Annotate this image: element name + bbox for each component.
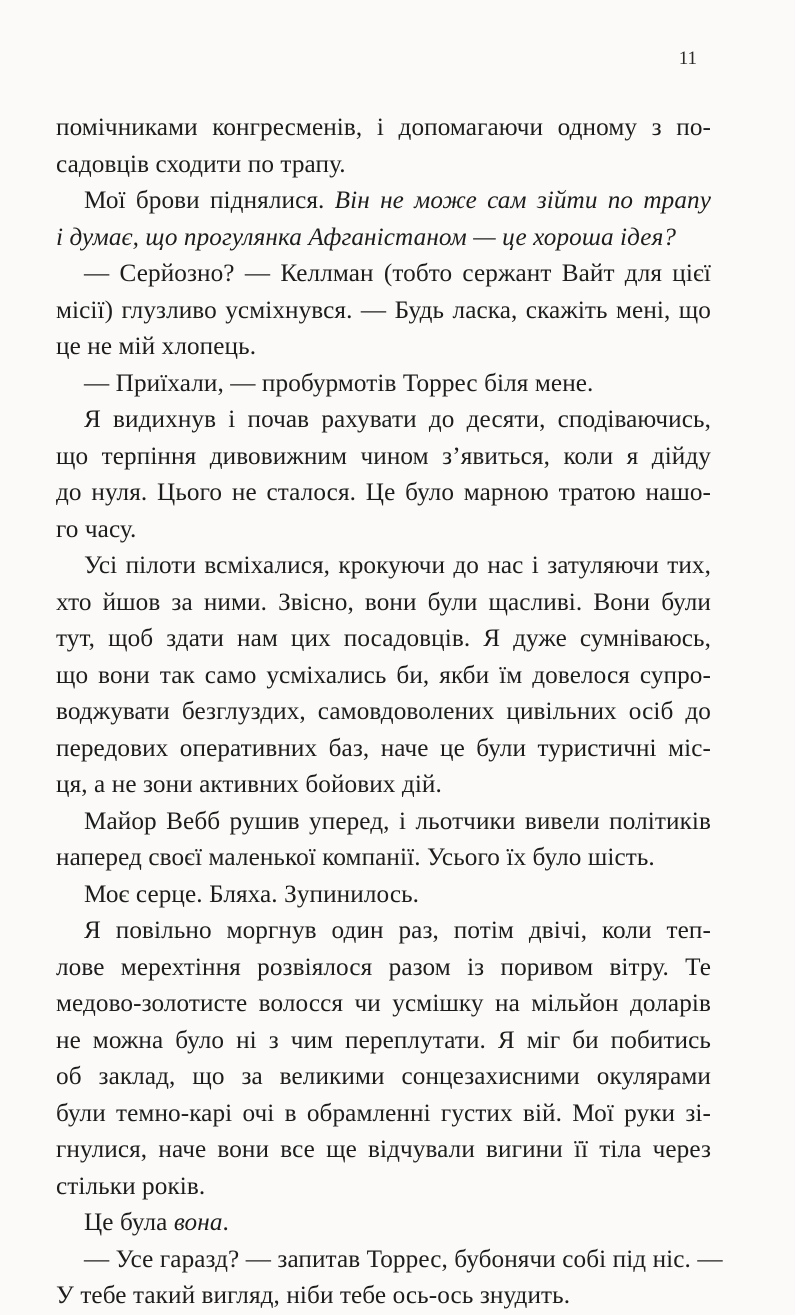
text-run: У тебе такий вигляд, ніби тебе ось-ось знудить.: [56, 1282, 571, 1309]
text-run: Мої брови піднялися.: [84, 187, 335, 214]
text-run: що вони так само усміхались би, якби їм довелося супро-: [56, 661, 711, 689]
text-line: [56, 658, 711, 695]
text-line: [56, 694, 711, 731]
text-run: Я видихнув і почав рахувати до десяти, сподіваючись,: [84, 406, 711, 433]
text-line: [56, 220, 711, 257]
text-run: Моє серце. Бляха. Зупинилось.: [84, 880, 420, 908]
text-line: [56, 548, 711, 585]
text-line: [56, 256, 711, 293]
text-run: Майор Вебб рушив уперед, і льотчики вивели політиків: [84, 807, 711, 835]
text-line: [56, 621, 711, 658]
text-line: [56, 1242, 723, 1279]
text-run: ця, а не зони активних бойових дій.: [56, 771, 442, 798]
text-line: [56, 1278, 711, 1315]
text-run: .: [222, 1209, 229, 1236]
text-line: [56, 731, 711, 768]
text-line: [56, 329, 711, 366]
text-line: [56, 986, 711, 1023]
text-line: [56, 402, 711, 439]
text-run: місії) глузливо усміхнувся. — Будь ласка, скажіть мені, що: [56, 296, 711, 324]
text-run: наперед своєї маленької компанії. Усього їх було шість.: [56, 844, 655, 871]
text-line: [56, 366, 711, 403]
text-line: [56, 183, 711, 220]
text-line: [56, 877, 711, 914]
text-run: це не мій хлопець.: [56, 333, 257, 360]
text-run: гнулися, наче вони все ще відчували вигини її тіла через: [56, 1136, 711, 1163]
text-line: [56, 1023, 711, 1060]
text-line: [56, 1205, 711, 1242]
text-run: садовців сходити по трапу.: [56, 150, 346, 178]
text-run: хто йшов за ними. Звісно, вони були щасливі. Вони були: [56, 588, 711, 616]
text-line: [56, 767, 711, 804]
text-line: [56, 512, 711, 549]
text-run: Я повільно моргнув один раз, потім двічі, коли теп-: [84, 917, 711, 944]
text-line: [56, 804, 711, 841]
text-line: [56, 110, 711, 147]
text-line: [56, 147, 711, 184]
text-run: Усі пілоти всміхалися, крокуючи до нас і затуляючи тих,: [84, 552, 711, 579]
text-run: — Серйозно? — Келлман (тобто сержант Вайт для цієї: [84, 260, 711, 287]
text-run: помічниками конгресменів, і допомагаючи одному з по-: [56, 114, 711, 141]
text-run: — Приїхали, — пробурмотів Торрес біля мене.: [84, 369, 594, 397]
text-run: воджувати безглуздих, самовдоволених цивільних осіб до: [56, 698, 711, 725]
text-run: медово-золотисте волосся чи усмішку на мільйон доларів: [56, 990, 711, 1017]
text-run: передових оперативних баз, наче це були туристичні міс-: [56, 734, 711, 762]
text-line: [56, 950, 711, 987]
text-line: [56, 1169, 711, 1206]
text-line: [56, 439, 711, 476]
italic-text: і думає, що прогулянка Афганістаном — це хороша ідея?: [56, 223, 677, 251]
page-number: 11: [678, 48, 697, 69]
text-run: лове мерехтіння розвіялося разом із поривом вітру. Те: [56, 953, 711, 981]
text-run: об заклад, що за великими сонцезахисними окулярами: [56, 1063, 711, 1090]
text-line: [56, 293, 711, 330]
text-line: [56, 585, 711, 622]
text-run: — Усе гаразд? — запитав Торрес, бубонячи собі під ніс. —: [84, 1245, 723, 1273]
italic-text: Він не може сам зійти по трапу: [334, 187, 711, 214]
text-run: го часу.: [56, 515, 137, 543]
text-run: до нуля. Цього не сталося. Це було марною тратою нашо-: [56, 479, 711, 506]
text-line: [56, 1059, 711, 1096]
text-run: тут, щоб здати нам цих посадовців. Я дуже сумніваюсь,: [56, 625, 711, 652]
italic-text: вона: [173, 1209, 223, 1236]
body-text: [56, 110, 723, 1315]
text-line: [56, 913, 711, 950]
text-line: [56, 1132, 711, 1169]
text-run: були темно-карі очі в обрамленні густих вій. Мої руки зі-: [56, 1099, 711, 1127]
text-line: [56, 840, 711, 877]
text-run: стільки років.: [56, 1172, 206, 1200]
text-run: Це була: [84, 1209, 174, 1236]
text-line: [56, 1096, 711, 1133]
text-run: що терпіння дивовижним чином з’явиться, коли я дійду: [56, 442, 711, 470]
text-run: не можна було ні з чим переплутати. Я міг би побитись: [56, 1026, 711, 1054]
text-line: [56, 475, 711, 512]
